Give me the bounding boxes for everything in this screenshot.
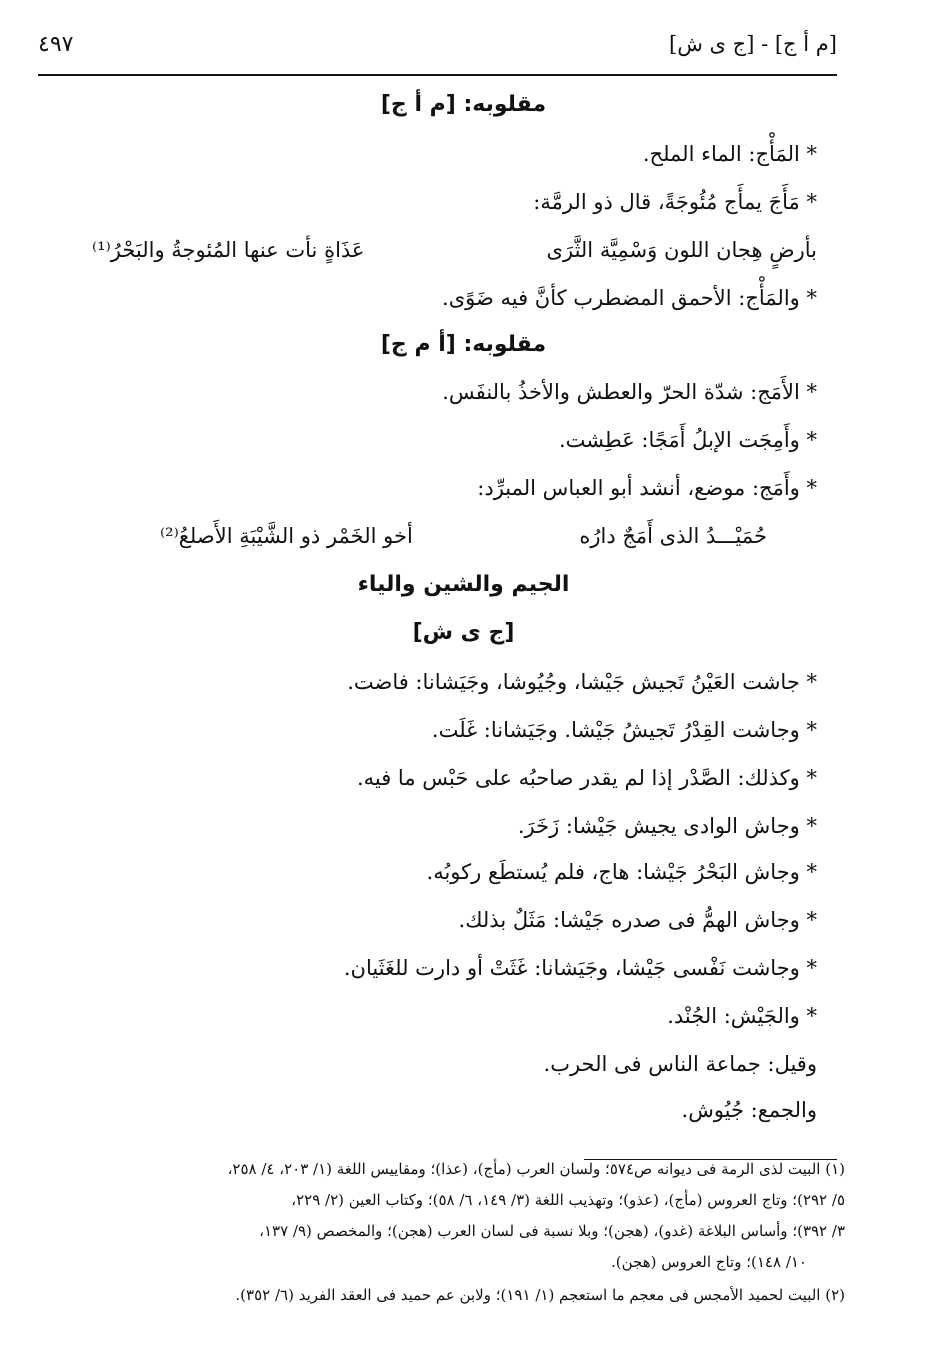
entry-line: * وجاش البَحْرُ جَيْشا: هاج، فلم يُستطَع ركوبُه. <box>426 860 817 884</box>
chapter-heading: الجيم والشين والياء <box>357 572 570 597</box>
entry-line: * وجاشت القِدْرُ تَجيشُ جَيْشا. وجَيَشانا: غَلَت. <box>431 718 817 742</box>
entry-line: * والمَأْج: الأحمق المضطرب كأنَّ فيه ضَوًى. <box>442 286 817 310</box>
entry-line: * جاشت العَيْنُ تَجيش جَيْشا، وجُيُوشا، وجَيَشانا: فاضت. <box>347 670 817 694</box>
verse-hemistich-right: حُمَيْـــدُ الذى أَمَجٌ دارُه <box>579 524 767 548</box>
header-rule <box>38 74 837 76</box>
entry-line: * الأَمَج: شدّة الحرّ والعطش والأخذُ بالنفَس. <box>442 380 817 404</box>
footnote-line: (١) البيت لذى الرمة فى ديوانه ص٥٧٤؛ ولسان العرب (مأج)، (عذا)؛ ومقاييس اللغة (١/ ٢٠٣، ٤/ ٢٥٨، <box>227 1160 845 1178</box>
footnote-line: ١٠/ ١٤٨)؛ وتاج العروس (هجن). <box>610 1253 807 1271</box>
entry-line: * وأَمَج: موضع، أنشد أبو العباس المبرِّد: <box>477 476 817 500</box>
entry-line: * وجاشت نَفْسى جَيْشا، وجَيَشانا: غَثَتْ أو دارت للغَثَيان. <box>343 956 817 980</box>
footnote-line: ٥/ ٢٩٢)؛ وتاج العروس (مأج)، (عذو)؛ وتهذيب اللغة (٣/ ١٤٩، ٦/ ٥٨)؛ وكتاب العين (٢/ ٢٢٩، <box>291 1191 845 1209</box>
section-heading-root: [ج ى ش] <box>412 620 515 645</box>
page-header <box>38 28 837 68</box>
running-head: [م أ ج] - [ج ى ش] <box>669 32 837 56</box>
verse-hemistich-left: عَذَاةٍ نأت عنها المُئوجةُ والبَحْرُ⁽¹⁾ <box>92 238 365 262</box>
footnote-line: ٣/ ٣٩٢)؛ وأساس البلاغة (غدو)، (هجن)؛ وبلا نسبة فى لسان العرب (هجن)؛ والمخصص (٩/ ١٣٧، <box>259 1222 845 1240</box>
verse-hemistich-left: أخو الخَمْر ذو الشَّيْبَةِ الأَصلعُ⁽²⁾ <box>160 524 413 548</box>
entry-line: * مَأَجَ يمأَج مُئُوجَةً، قال ذو الرمَّة: <box>533 190 817 214</box>
entry-line: والجمع: جُيُوش. <box>681 1098 817 1122</box>
entry-line: * وأَمِجَت الإبلُ أَمَجًا: عَطِشت. <box>558 428 817 452</box>
page-number: ٤٩٧ <box>38 32 74 57</box>
entry-line: * المَأْج: الماء الملح. <box>642 142 817 166</box>
footnote-line: (٢) البيت لحميد الأمجس فى معجم ما استعجم (١/ ١٩١)؛ ولابن عم حميد فى العقد الفريد (٦/ ٣٥٢). <box>235 1286 845 1304</box>
entry-line: * والجَيْش: الجُنْد. <box>667 1004 817 1028</box>
entry-line: * وجاش الوادى يجيش جَيْشا: زَخَرَ. <box>517 814 817 838</box>
section-heading-mqlub-1: مقلوبه: [م أ ج] <box>380 92 547 117</box>
entry-line: * وجاش الهمُّ فى صدره جَيْشا: مَثَلٌ بذلك. <box>458 908 817 932</box>
section-heading-mqlub-2: مقلوبه: [أ م ج] <box>380 332 547 357</box>
entry-line: * وكذلك: الصَّدْر إذا لم يقدر صاحبُه على حَبْس ما فيه. <box>356 766 817 790</box>
verse-hemistich-right: بأرضٍ هِجان اللون وَسْمِيَّة الثَّرَى <box>546 238 817 262</box>
entry-line: وقيل: جماعة الناس فى الحرب. <box>543 1052 817 1076</box>
